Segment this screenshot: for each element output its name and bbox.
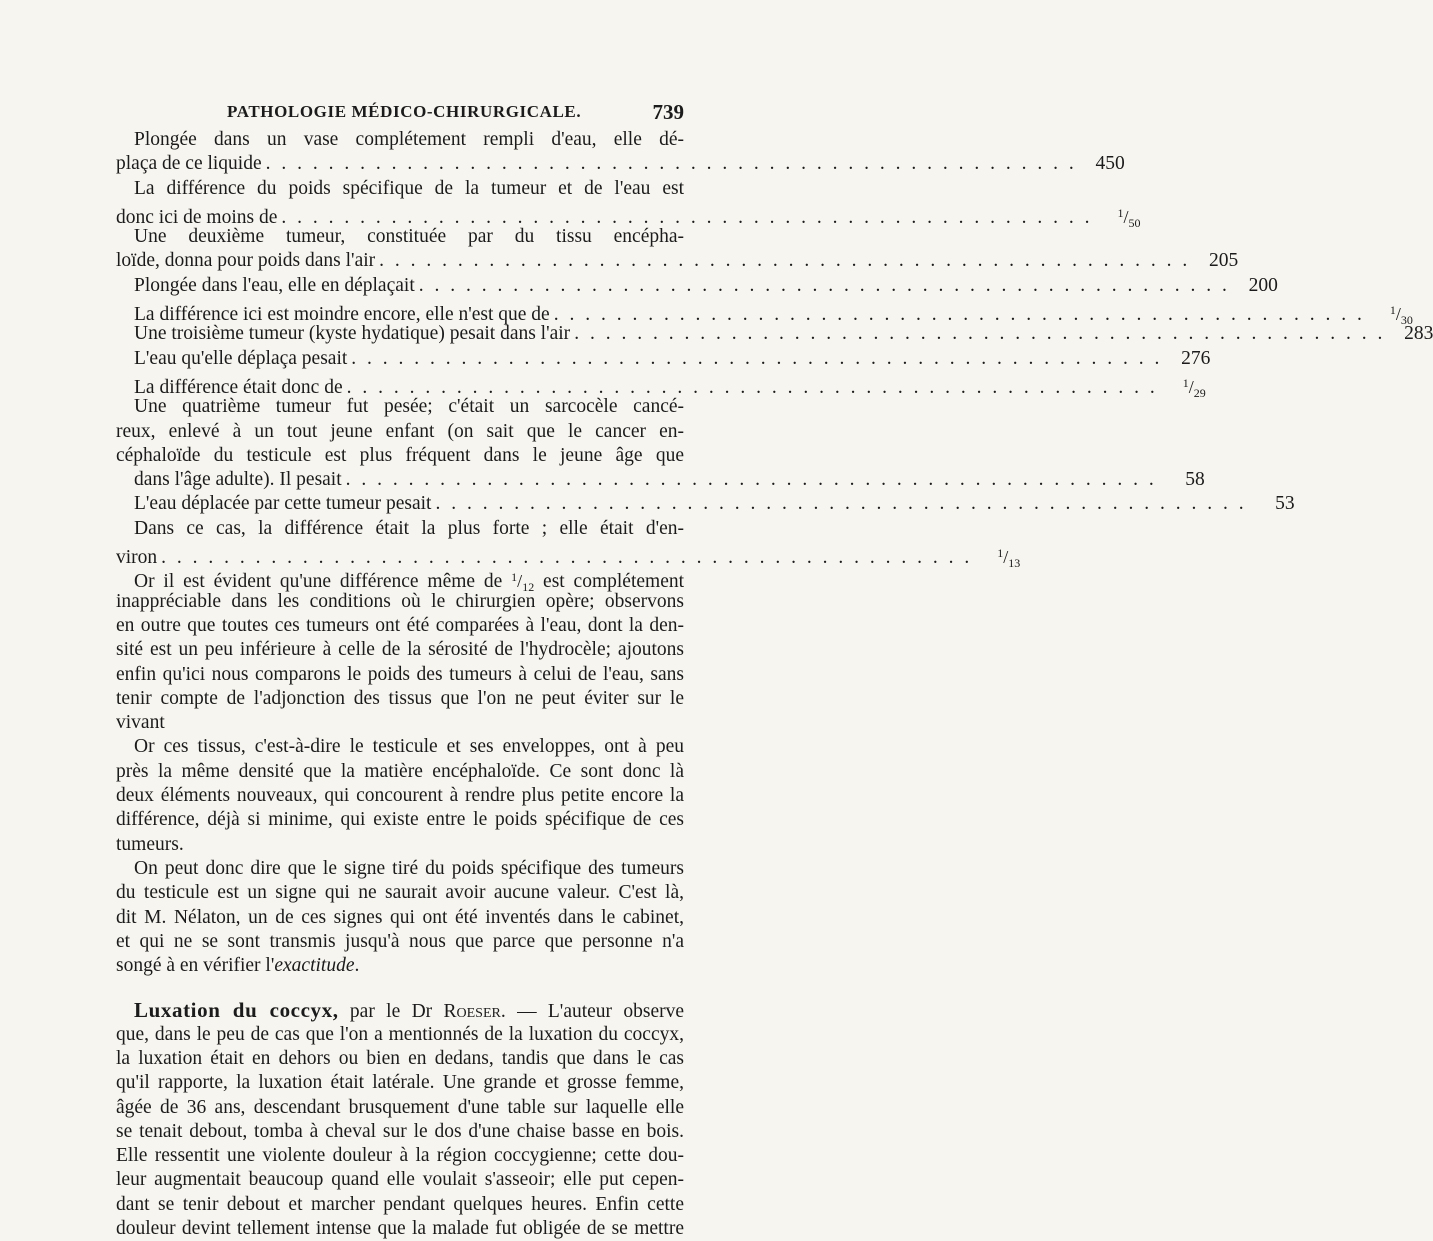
dot-leader: . . . . . . . . . . . . . . . . . . . . . . . . . . . . . . . . . . . . . . . . . . . . . . . . . . . . xyxy=(345,469,1157,491)
row-value: 58 xyxy=(1185,469,1205,491)
paragraph-evident xyxy=(116,565,684,735)
text-line: céphaloïde du testicule est plus fréquent dans le jeune âge que xyxy=(116,444,684,466)
table-row xyxy=(116,371,1206,400)
row-value xyxy=(1097,201,1141,235)
table-row xyxy=(116,152,1125,176)
row-value: 200 xyxy=(1248,274,1278,296)
dot-leader: . . . . . . . . . . . . . . . . . . . . . . . . . . . . . . . . . . . . . . . . . . . . . . . . . . . . xyxy=(265,153,1077,175)
text-line: Une deuxième tumeur, constituée par du tissu encépha- xyxy=(134,226,684,248)
text-line: la luxation était en dehors ou bien en dedans, tandis que dans le cas xyxy=(116,1047,684,1069)
row-label: loïde, donna pour poids dans l'air xyxy=(116,250,376,272)
row-label: L'eau déplacée par cette tumeur pesait xyxy=(134,493,432,515)
table-row xyxy=(116,492,1295,516)
text-line: qu'il rapporte, la luxation était latérale. Une grande et grosse femme, xyxy=(116,1072,684,1094)
text-line: On peut donc dire que le signe tiré du poids spécifique des tumeurs xyxy=(134,857,684,879)
row-label: L'eau qu'elle déplaça pesait xyxy=(134,347,348,369)
row-value: 283 xyxy=(1404,323,1433,345)
row-value: 205 xyxy=(1209,250,1239,272)
text-line: du testicule est un signe qui ne saurait avoir aucune valeur. C'est là, xyxy=(116,882,684,904)
text-line: reux, enlevé à un tout jeune enfant (on sait que le cancer en- xyxy=(116,420,684,442)
text-line: Or il est évident qu'une différence même de $^1/_{12}$ est complétement xyxy=(134,570,685,595)
row-value xyxy=(1162,371,1206,405)
text-line: Dans ce cas, la différence était la plus forte ; elle était d'en- xyxy=(134,517,684,539)
row-label: La différence était donc de xyxy=(134,376,343,398)
row-label: plaça de ce liquide xyxy=(116,153,262,175)
author-name: Roeser xyxy=(443,1001,501,1023)
row-label: Plongée dans l'eau, elle en déplaçait xyxy=(134,274,415,296)
text-line: âgée de 36 ans, descendant brusquement d'une table sur laquelle elle xyxy=(116,1096,684,1118)
dot-leader: . . . . . . . . . . . . . . . . . . . . . . . . . . . . . . . . . . . . . . . . . . . . . . . . . . . . xyxy=(351,347,1163,369)
table-row xyxy=(116,249,1239,273)
text-line: tumeurs. xyxy=(116,833,184,855)
dot-leader: . . . . . . . . . . . . . . . . . . . . . . . . . . . . . . . . . . . . . . . . . . . . . . . . . . . . xyxy=(574,323,1386,345)
text-line: près la même densité que la matière encéphaloïde. Ce sont donc là xyxy=(116,760,684,782)
row-value xyxy=(976,541,1020,575)
text-line: que, dans le peu de cas que l'on a mentionnés de la luxation du coccyx, xyxy=(116,1023,684,1045)
measurements-table-1 xyxy=(116,128,1433,400)
dot-leader: . . . . . . . . . . . . . . . . . . . . . . . . . . . . . . . . . . . . . . . . . . . . . . . . . . . . xyxy=(553,304,1365,326)
section-heading-line: Luxation du coccyx, par le Dr Roeser. — L'auteur observe xyxy=(134,998,685,1023)
page-number: 739 xyxy=(652,100,684,124)
text-line: deux éléments nouveaux, qui concourent à rendre plus petite encore la xyxy=(116,785,684,807)
text-line: et qui ne se sont transmis jusqu'à nous que parce que personne n'a xyxy=(116,930,684,952)
section-spacer xyxy=(116,978,684,998)
text-line: douleur devint tellement intense que la malade fut obligée de se mettre xyxy=(116,1218,684,1240)
text-line: inappréciable dans les conditions où le chirurgien opère; observons xyxy=(116,590,684,612)
table-row xyxy=(116,274,1278,298)
text-line: dant se tenir debout et marcher pendant quelques heures. Enfin cette xyxy=(116,1193,684,1215)
fraction: $^1/_{50}$ xyxy=(1117,205,1141,230)
dot-leader: . . . . . . . . . . . . . . . . . . . . . . . . . . . . . . . . . . . . . . . . . . . . . . . . . . . . xyxy=(281,206,1093,228)
paragraph-tissues xyxy=(116,735,684,856)
text-line: La différence du poids spécifique de la tumeur et de l'eau est xyxy=(134,177,684,199)
dot-leader: . . . . . . . . . . . . . . . . . . . . . . . . . . . . . . . . . . . . . . . . . . . . . . . . . . . . xyxy=(346,376,1158,398)
row-value: 276 xyxy=(1181,347,1211,369)
table-row xyxy=(116,541,1021,571)
text-line: en outre que toutes ces tumeurs ont été comparées à l'eau, dont la den- xyxy=(116,614,684,636)
row-label: viron xyxy=(116,547,158,569)
fraction: $^1/_{30}$ xyxy=(1389,303,1413,328)
text-line: tenir compte de l'adjonction des tissus que l'on ne peut éviter sur le xyxy=(116,687,684,709)
row-label: dans l'âge adulte). Il pesait xyxy=(134,469,342,491)
row-value: 53 xyxy=(1275,493,1295,515)
page-body xyxy=(116,128,1433,1241)
text-line: se tenait debout, tomba à cheval sur le dos d'une chaise basse en bois. xyxy=(116,1120,684,1142)
text-line: enfin qu'ici nous comparons le poids des tumeurs à celui de l'eau, sans xyxy=(116,663,684,685)
table-row xyxy=(116,468,1205,492)
paragraph-conclusion xyxy=(116,857,684,978)
row-label: donc ici de moins de xyxy=(116,206,278,228)
section-title: Luxation du coccyx, xyxy=(134,998,339,1023)
section-luxation xyxy=(116,998,684,1241)
table-row xyxy=(116,322,1433,346)
running-title: PATHOLOGIE MÉDICO-CHIRURGICALE. xyxy=(227,102,582,121)
text-line: dit M. Nélaton, un de ces signes qui ont été inventés dans le cabinet, xyxy=(116,906,684,928)
fraction: $^1/_{12}$ xyxy=(511,570,535,595)
text-line: Or ces tissus, c'est-à-dire le testicule et ses enveloppes, ont à peu xyxy=(134,736,684,758)
fraction: $^1/_{29}$ xyxy=(1182,375,1206,400)
row-label: La différence ici est moindre encore, elle n'est que de xyxy=(134,304,550,326)
table-row xyxy=(116,347,1211,371)
text-line: différence, déjà si minime, qui existe entre le poids spécifique de ces xyxy=(116,809,684,831)
dot-leader: . . . . . . . . . . . . . . . . . . . . . . . . . . . . . . . . . . . . . . . . . . . . . . . . . . . . xyxy=(418,274,1230,296)
measurements-table-2 xyxy=(116,468,1295,571)
table-row xyxy=(116,298,1413,328)
text-line: leur augmentait beaucoup quand elle voulait s'asseoir; elle put cepen- xyxy=(116,1169,684,1191)
paragraph-sarcocele xyxy=(116,395,684,468)
row-value: 450 xyxy=(1095,153,1125,175)
text-line: vivant xyxy=(116,712,165,734)
text-line: sité est un peu inférieure à celle de la sérosité de l'hydrocèle; ajoutons xyxy=(116,639,684,661)
text-line: Elle ressentit une violente douleur à la région coccygienne; cette dou- xyxy=(116,1145,684,1167)
dot-leader: . . . . . . . . . . . . . . . . . . . . . . . . . . . . . . . . . . . . . . . . . . . . . . . . . . . . xyxy=(161,547,973,569)
table-row xyxy=(116,201,1141,230)
dot-leader: . . . . . . . . . . . . . . . . . . . . . . . . . . . . . . . . . . . . . . . . . . . . . . . . . . . . xyxy=(379,250,1191,272)
row-label: Une troisième tumeur (kyste hydatique) pesait dans l'air xyxy=(134,323,571,345)
fraction: $^1/_{13}$ xyxy=(997,546,1021,571)
text-line: Plongée dans un vase complétement rempli d'eau, elle dé- xyxy=(134,129,684,150)
page-header xyxy=(131,98,684,128)
text-line: songé à en vérifier l'exactitude. xyxy=(116,955,360,977)
text-line: Une quatrième tumeur fut pesée; c'était un sarcocèle cancé- xyxy=(134,396,684,418)
dot-leader: . . . . . . . . . . . . . . . . . . . . . . . . . . . . . . . . . . . . . . . . . . . . . . . . . . . . xyxy=(435,493,1247,515)
